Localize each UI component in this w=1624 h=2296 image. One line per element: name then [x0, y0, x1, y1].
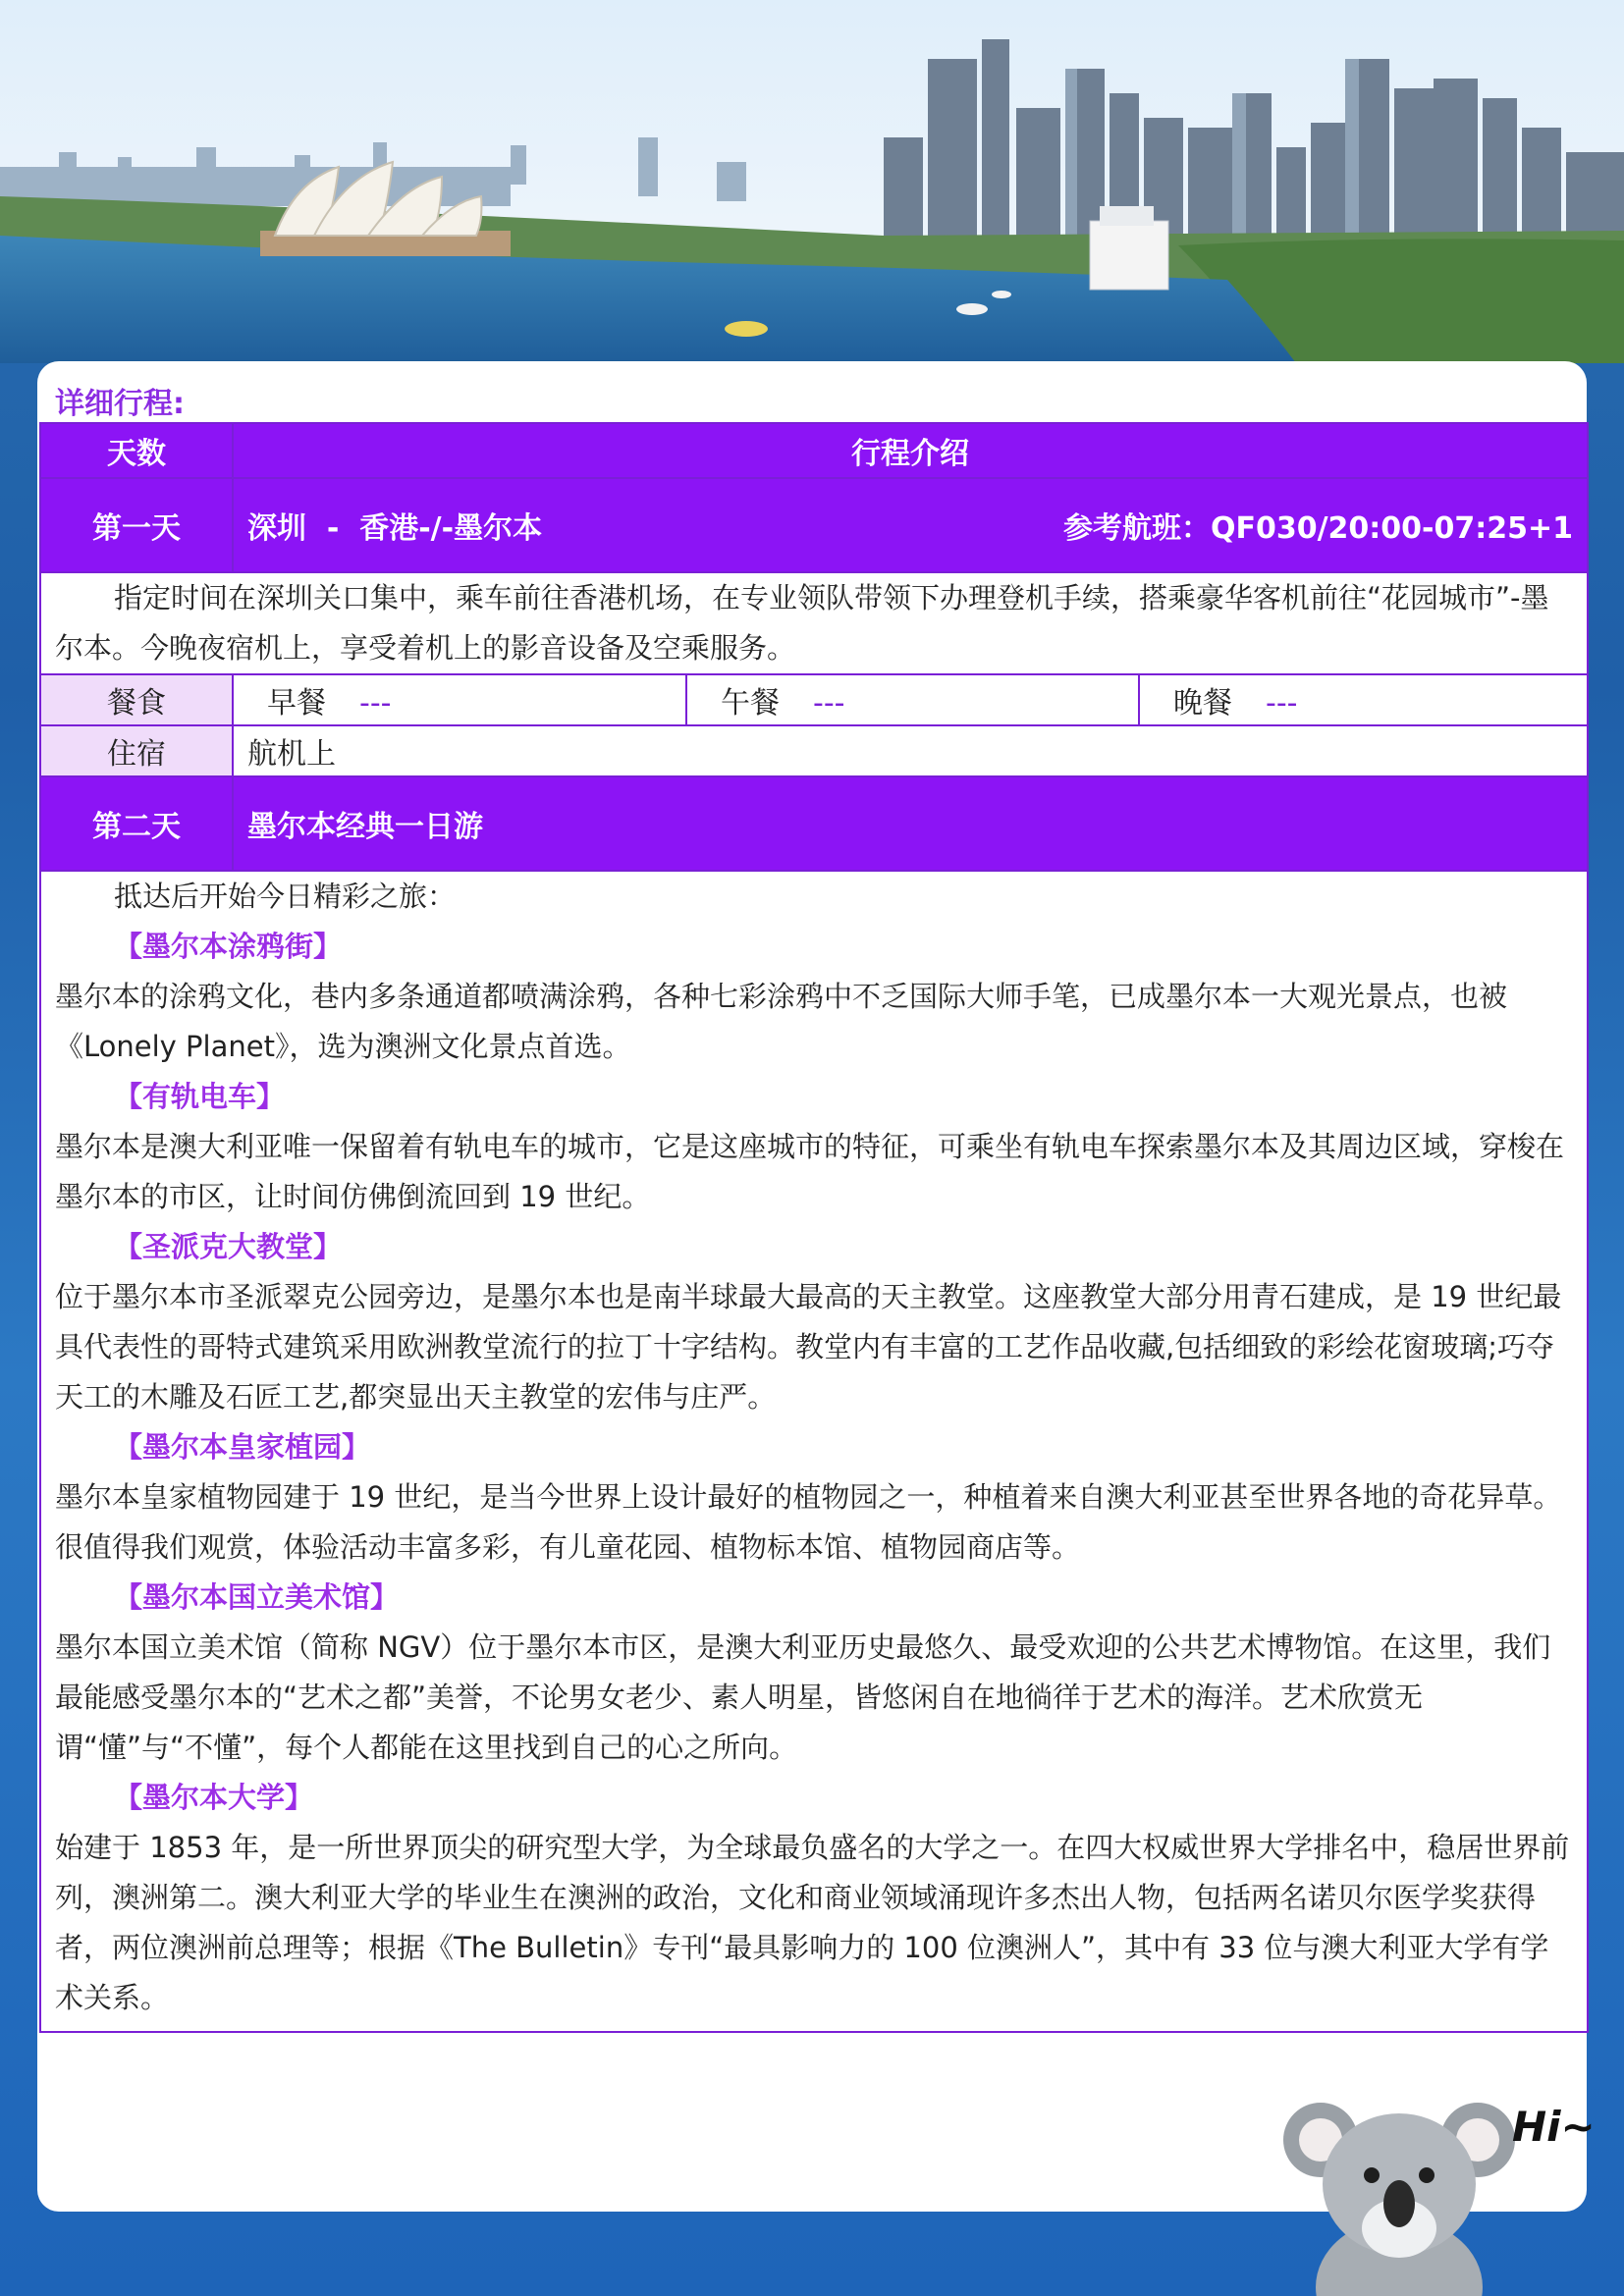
day1-row — [40, 478, 1588, 572]
day1-description: 指定时间在深圳关口集中，乘车前往香港机场，在专业领队带领下办理登机手续，搭乘豪华客机前往“花园城市”-墨尔本。今晚夜宿机上，享受着机上的影音设备及空乘服务。 — [55, 581, 1549, 665]
sydney-skyline-image — [0, 0, 1624, 363]
day1-name: 第一天 — [40, 478, 233, 572]
meals-label: 餐食 — [40, 674, 233, 725]
lodging-label: 住宿 — [40, 725, 233, 776]
day2-description-cell — [40, 871, 1588, 2032]
day1-meals-row — [40, 674, 1588, 725]
header-itinerary: 行程介绍 — [233, 423, 1588, 478]
itinerary-table — [39, 422, 1589, 2033]
day2-name: 第二天 — [40, 776, 233, 871]
attraction-text: 墨尔本的涂鸦文化，巷内多条通道都喷满涂鸦，各种七彩涂鸦中不乏国际大师手笔，已成墨尔本一大观光景点，也被《Lonely Planet》，选为澳洲文化景点首选。 — [55, 980, 1508, 1063]
breakfast-cell — [233, 674, 686, 725]
attraction-text: 墨尔本是澳大利亚唯一保留着有轨电车的城市，它是这座城市的特征，可乘坐有轨电车探索墨尔本及其周边区域，穿梭在墨尔本的市区，让时间仿佛倒流回到 19 世纪。 — [55, 1130, 1565, 1213]
attraction-text: 始建于 1853 年，是一所世界顶尖的研究型大学，为全球最负盛名的大学之一。在四大权威世界大学排名中，稳居世界前列，澳洲第二。澳大利亚大学的毕业生在澳洲的政治，文化和商业领域涌现许多杰出人物，包括两名诺贝尔医学奖获得者，两位澳洲前总理等；根据《The Bulletin》专刊“最具影响力的 100 位澳洲人”，其中有 33 位与澳大利亚大学有学术关系。 — [55, 1831, 1570, 2014]
table-header-row — [40, 423, 1588, 478]
lunch-label: 午餐 — [721, 686, 780, 721]
breakfast-label: 早餐 — [267, 686, 326, 721]
lunch-cell — [686, 674, 1139, 725]
attraction-title: 【墨尔本皇家植园】 — [114, 1430, 371, 1464]
day2-intro: 抵达后开始今日精彩之旅： — [114, 880, 457, 913]
koala-mascot-icon — [1281, 2091, 1517, 2296]
attraction-title: 【墨尔本国立美术馆】 — [114, 1580, 400, 1614]
day2-description-row — [40, 871, 1588, 2032]
attraction-text: 墨尔本国立美术馆（简称 NGV）位于墨尔本市区，是澳大利亚历史最悠久、最受欢迎的公共艺术博物馆。在这里，我们最能感受墨尔本的“艺术之都”美誉，不论男女老少、素人明星，皆悠闲自在地徜徉于艺术的海洋。艺术欣赏无谓“懂”与“不懂”，每个人都能在这里找到自己的心之所向。 — [55, 1630, 1551, 1764]
dinner-value: --- — [1266, 686, 1298, 721]
day2-row — [40, 776, 1588, 871]
attraction-title: 【墨尔本涂鸦街】 — [114, 930, 343, 963]
day2-route: 墨尔本经典一日游 — [233, 776, 1588, 871]
dinner-label: 晚餐 — [1173, 686, 1232, 721]
dinner-cell — [1139, 674, 1588, 725]
attraction-text: 墨尔本皇家植物园建于 19 世纪，是当今世界上设计最好的植物园之一，种植着来自澳大利亚甚至世界各地的奇花异草。很值得我们观赏，体验活动丰富多彩，有儿童花园、植物标本馆、植物园商店等。 — [55, 1480, 1562, 1564]
header-day: 天数 — [40, 423, 233, 478]
day1-route-cell — [233, 478, 1588, 572]
section-title: 详细行程: — [55, 387, 185, 421]
attraction-title: 【有轨电车】 — [114, 1080, 286, 1113]
attraction-title: 【圣派克大教堂】 — [114, 1230, 343, 1263]
lodging-value: 航机上 — [233, 725, 1588, 776]
day1-description-cell — [40, 572, 1588, 674]
mascot-greeting: Hi~ — [1512, 2103, 1596, 2151]
day1-route: 深圳 - 香港-/-墨尔本 — [247, 511, 543, 546]
itinerary-page — [37, 361, 1587, 2212]
day1-flight: 参考航班：QF030/20:00-07:25+1 — [1062, 511, 1573, 546]
attraction-title: 【墨尔本大学】 — [114, 1781, 314, 1814]
hero-banner — [0, 0, 1624, 363]
attraction-text: 位于墨尔本市圣派翠克公园旁边，是墨尔本也是南半球最大最高的天主教堂。这座教堂大部分用青石建成，是 19 世纪最具代表性的哥特式建筑采用欧洲教堂流行的拉丁十字结构。教堂内有丰富的工艺作品收藏,包括细致的彩绘花窗玻璃;巧夺天工的木雕及石匠工艺,都突显出天主教堂的宏伟与庄严。 — [55, 1280, 1562, 1414]
day1-lodging-row — [40, 725, 1588, 776]
lunch-value: --- — [813, 686, 845, 721]
day1-description-row — [40, 572, 1588, 674]
breakfast-value: --- — [359, 686, 392, 721]
